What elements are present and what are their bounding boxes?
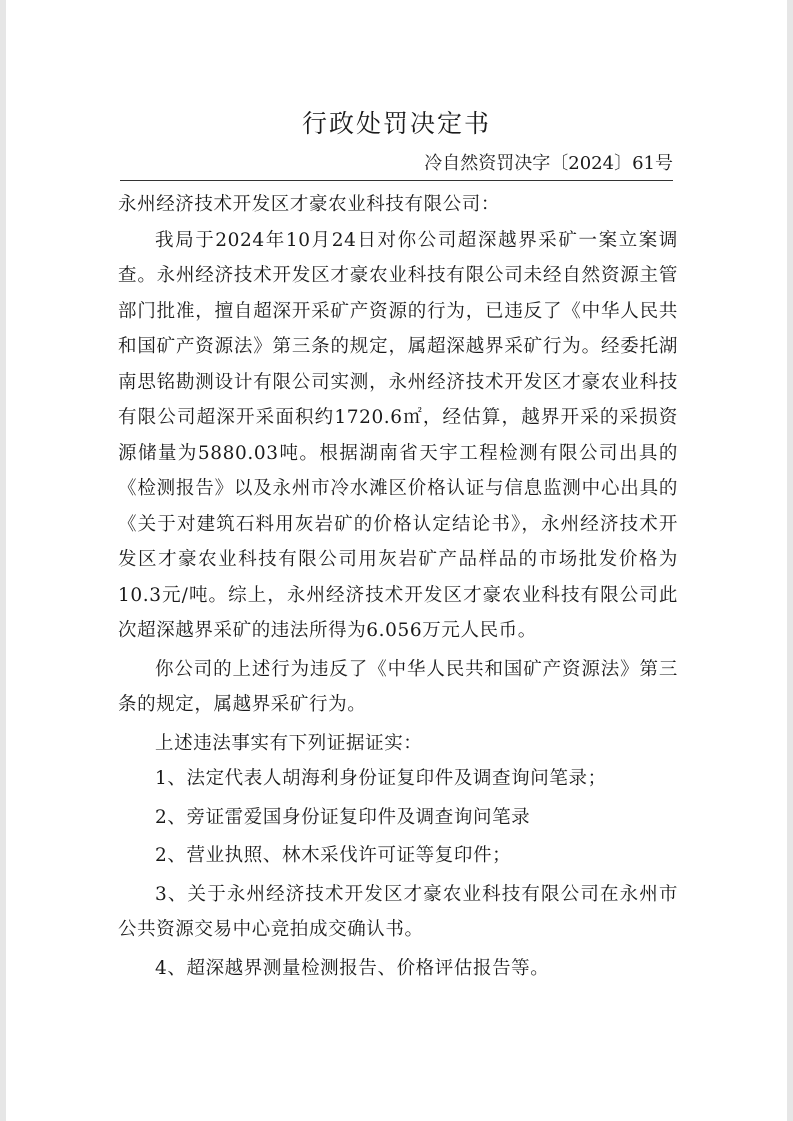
- addressee: 永州经济技术开发区才豪农业科技有限公司：: [118, 194, 501, 215]
- paragraph-evidence-intro: 上述违法事实有下列证据证实：: [155, 732, 423, 754]
- header-divider: [120, 180, 673, 181]
- paragraph-violation: 你公司的上述行为违反了《中华人民共和国矿产资源法》第三条的规定，属越界采矿行为。: [118, 658, 678, 715]
- document-title: 行政处罚决定书: [301, 109, 491, 138]
- evidence-list: [118, 761, 678, 986]
- evidence-item: 1、法定代表人胡海利身份证复印件及调查询问笔录；: [155, 768, 607, 789]
- document-body: [118, 187, 678, 989]
- page-edge-right: [787, 0, 793, 1121]
- page-edge-left: [0, 0, 6, 1121]
- evidence-item: 2、营业执照、林木采伐许可证等复印件；: [155, 845, 512, 866]
- document-number: 冷自然资罚决字〔2024〕61号: [424, 153, 673, 174]
- evidence-item: 3、关于永州经济技术开发区才豪农业科技有限公司在永州市公共资源交易中心竞拍成交确认书。: [118, 883, 678, 940]
- evidence-item: 2、旁证雷爱国身份证复印件及调查询问笔录: [155, 806, 531, 828]
- paragraph-case-facts: 我局于2024年10月24日对你公司超深越界采矿一案立案调查。永州经济技术开发区才豪农业科技有限公司未经自然资源主管部门批准，擅自超深开采矿产资源的行为，已违反了《中华人民共和国矿产资源法》第三条的规定，属超深越界采矿行为。经委托湖南思铭勘测设计有限公司实测，永州经济技术开发区才豪农业科技有限公司超深开采面积约1720.6㎡，经估算，越界开采的采损资源储量为5880.03吨。根据湖南省天宇工程检测有限公司出具的《检测报告》以及永州市冷水滩区价格认证与信息监测中心出具的《关于对建筑石料用灰岩矿的价格认定结论书》，永州经济技术开发区才豪农业科技有限公司用灰岩矿产品样品的市场批发价格为10.3元/吨。综上，永州经济技术开发区才豪农业科技有限公司此次超深越界采矿的违法所得为6.056万元人民币。: [118, 229, 678, 641]
- evidence-item: 4、超深越界测量检测报告、价格评估报告等。: [155, 957, 550, 979]
